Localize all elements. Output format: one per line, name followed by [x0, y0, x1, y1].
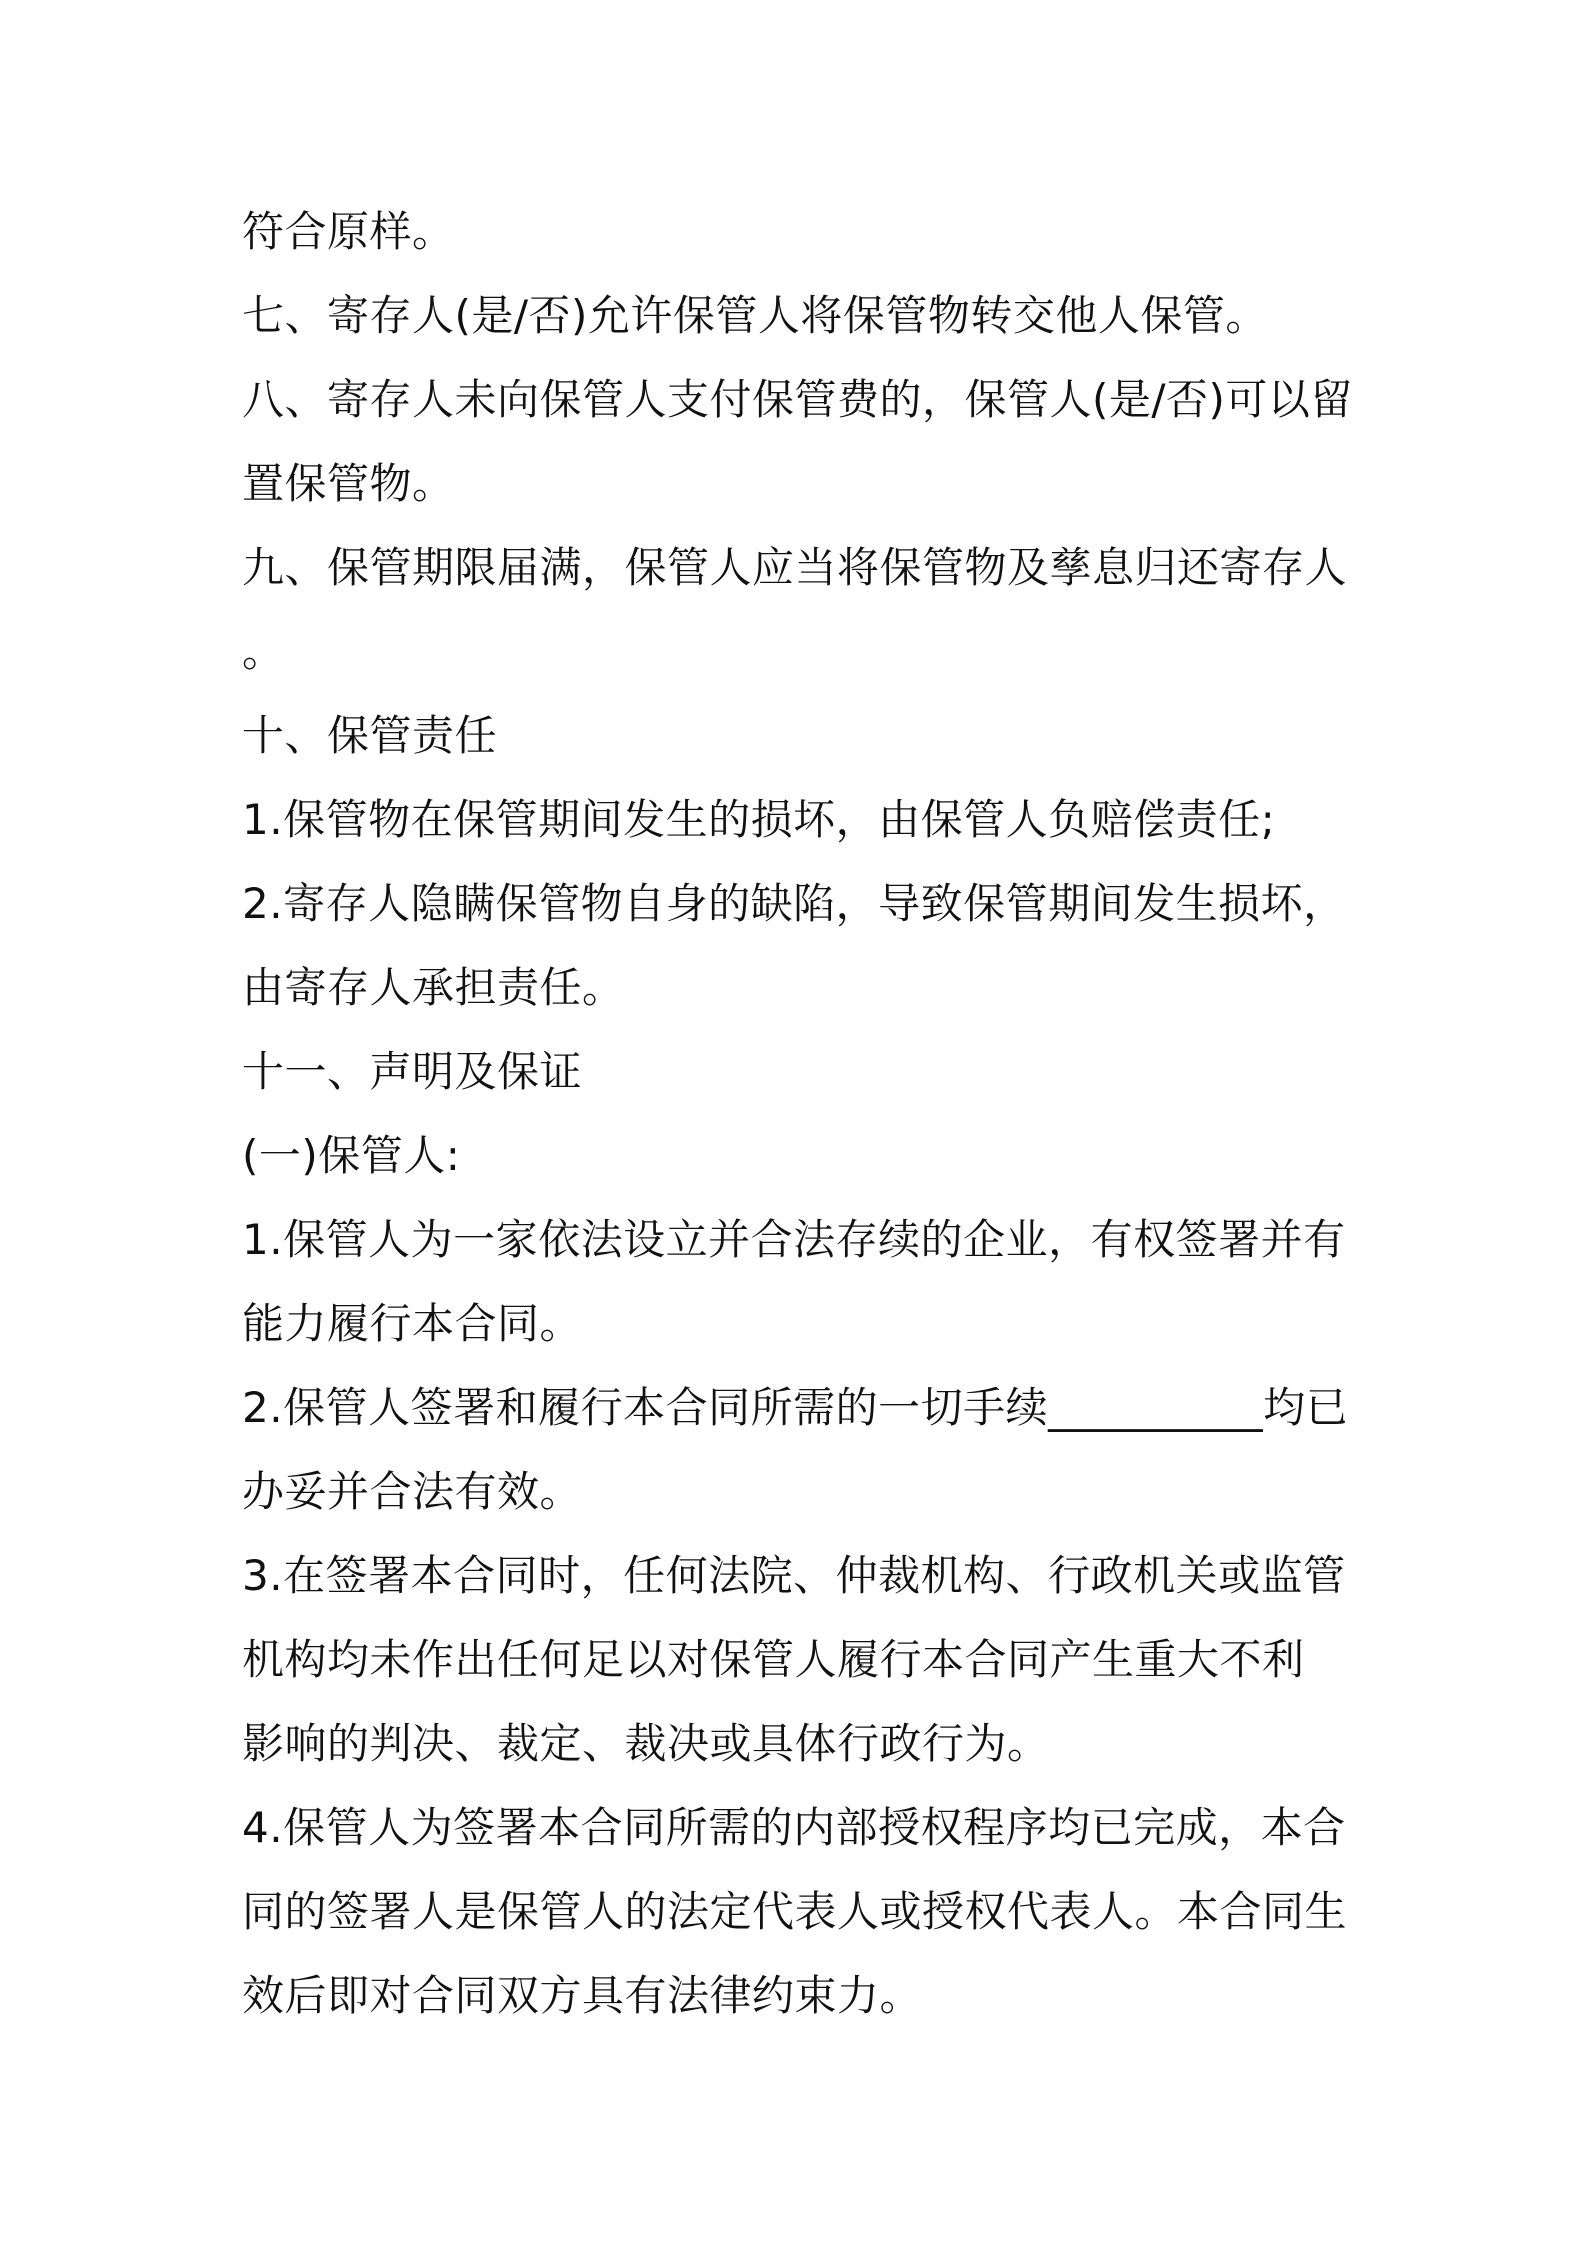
subsection-keeper-heading: (一)保管人:	[242, 1131, 461, 1180]
clause-8-line-2: 置保管物。	[242, 459, 455, 508]
section-10-heading: 十、保管责任	[242, 711, 498, 760]
clause-11-4-line-1: 4.保管人为签署本合同所需的内部授权程序均已完成，本合	[242, 1803, 1346, 1852]
clause-11-3-line-1: 3.在签署本合同时，任何法院、仲裁机构、行政机关或监管	[242, 1551, 1346, 1600]
clause-11-3-line-2: 机构均未作出任何足以对保管人履行本合同产生重大不利	[242, 1635, 1305, 1684]
clause-9-line-2: 。	[242, 627, 285, 676]
clause-10-1-line: 1.保管物在保管期间发生的损坏，由保管人负赔偿责任;	[242, 795, 1276, 844]
clause-7-line: 七、寄存人(是/否)允许保管人将保管物转交他人保管。	[242, 291, 1268, 340]
section-11-heading: 十一、声明及保证	[242, 1047, 583, 1096]
clause-11-1-line-2: 能力履行本合同。	[242, 1299, 583, 1348]
clause-11-4-line-2: 同的签署人是保管人的法定代表人或授权代表人。本合同生	[242, 1887, 1348, 1936]
clause-11-4-line-3: 效后即对合同双方具有法律约束力。	[242, 1971, 923, 2020]
clause-11-1-line-1: 1.保管人为一家依法设立并合法存续的企业，有权签署并有	[242, 1215, 1346, 1264]
clause-11-2-line-2: 办妥并合法有效。	[242, 1467, 583, 1516]
clause-11-3-line-3: 影响的判决、裁定、裁决或具体行政行为。	[242, 1719, 1050, 1768]
clause-9-line-1: 九、保管期限届满，保管人应当将保管物及孳息归还寄存人	[242, 543, 1348, 592]
clause-8-line-1: 八、寄存人未向保管人支付保管费的，保管人(是/否)可以留	[242, 375, 1353, 424]
clause-10-2-line-2: 由寄存人承担责任。	[242, 963, 625, 1012]
text-line: 符合原样。	[242, 207, 455, 256]
document-body	[242, 190, 1362, 2038]
clause-10-2-line-1: 2.寄存人隐瞒保管物自身的缺陷，导致保管期间发生损坏，	[242, 879, 1346, 928]
clause-11-2-line-1: 2.保管人签署和履行本合同所需的一切手续__________均已	[242, 1383, 1349, 1432]
